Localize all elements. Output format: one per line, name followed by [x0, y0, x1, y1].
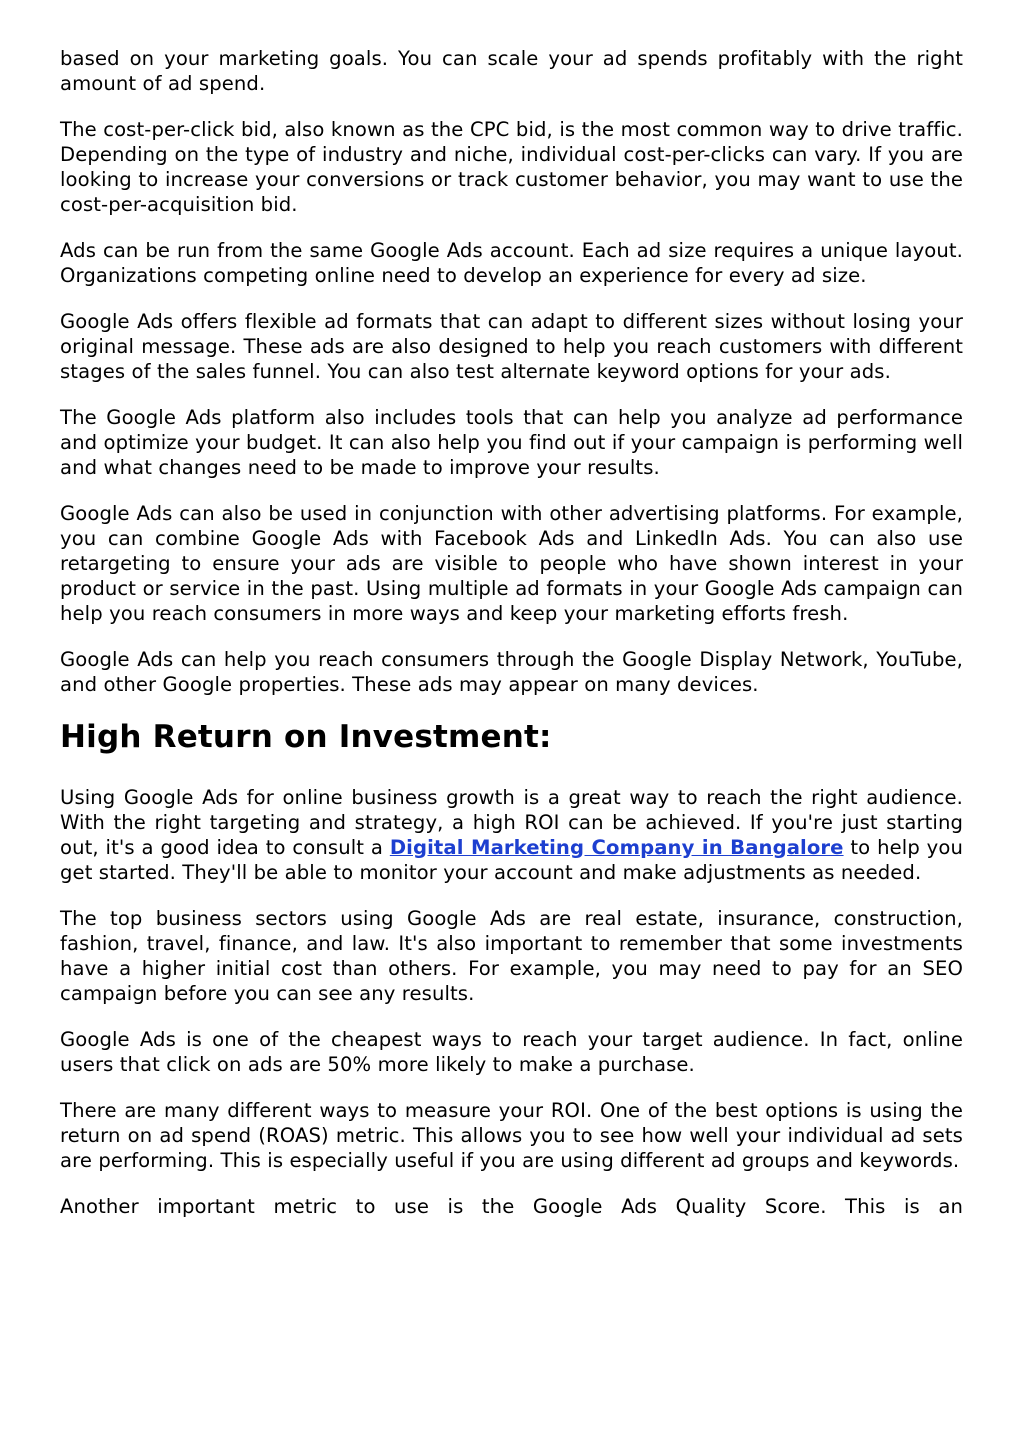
digital-marketing-company-link[interactable]: Digital Marketing Company in Bangalore [389, 836, 844, 859]
paragraph-cheapest-ways: Google Ads is one of the cheapest ways to reach your target audience. In fact, online users that click on ads are 50% more likely to make a purchase. [60, 1028, 963, 1076]
roi-intro-text: Using Google Ads for online business growth is a great way to reach the right audience. With the right targeting and strategy, a high ROI can be achieved. If you're just starting out, it's a good idea to consult a [60, 786, 963, 859]
paragraph-platform-tools: The Google Ads platform also includes tools that can help you analyze ad performance and optimize your budget. It can also help you find out if your campaign is performing well and what changes need to be made to improve your results. [60, 406, 963, 479]
paragraph-ad-spend: based on your marketing goals. You can scale your ad spends profitably with the right amount of ad spend. [60, 47, 963, 95]
paragraph-measure-roi: There are many different ways to measure your ROI. One of the best options is using the return on ad spend (ROAS) metric. This allows you to see how well your individual ad sets are performing. This is especially useful if you are using different ad groups and keywords. [60, 1099, 963, 1172]
paragraph-other-platforms: Google Ads can also be used in conjunction with other advertising platforms. For example, you can combine Google Ads with Facebook Ads and LinkedIn Ads. You can also use retargeting to ensure your ads are visible to people who have shown interest in your product or service in the past. Using multiple ad formats in your Google Ads campaign can help you reach consumers in more ways and keep your marketing efforts fresh. [60, 502, 963, 625]
section-heading: High Return on Investment: [60, 719, 552, 755]
roi-intro-text-after: to help you get started. They'll be able to monitor your account and make adjustments as needed. [60, 836, 963, 884]
paragraph-ad-size: Ads can be run from the same Google Ads account. Each ad size requires a unique layout. Organizations competing online need to develop an experience for every ad size. [60, 239, 963, 287]
document-page [60, 46, 963, 1240]
paragraph-roi-intro [60, 785, 963, 885]
paragraph-business-sectors: The top business sectors using Google Ads are real estate, insurance, construction, fashion, travel, finance, and law. It's also important to remember that some investments have a higher initial cost than others. For example, you may need to pay for an SEO campaign before you can see any results. [60, 907, 963, 1005]
paragraph-quality-score: Another important metric to use is the Google Ads Quality Score. This is an [60, 1195, 963, 1218]
paragraph-flexible-formats: Google Ads offers flexible ad formats that can adapt to different sizes without losing your original message. These ads are also designed to help you reach customers with different stages of the sales funnel. You can also test alternate keyword options for your ads. [60, 310, 963, 383]
paragraph-display-network: Google Ads can help you reach consumers through the Google Display Network, YouTube, and other Google properties. These ads may appear on many devices. [60, 648, 963, 696]
paragraph-cpc-bid: The cost-per-click bid, also known as the CPC bid, is the most common way to drive traffic. Depending on the type of industry and niche, individual cost-per-clicks can vary. If you are looking to increase your conversions or track customer behavior, you may want to use the cost-per-acquisition bid. [60, 118, 963, 216]
